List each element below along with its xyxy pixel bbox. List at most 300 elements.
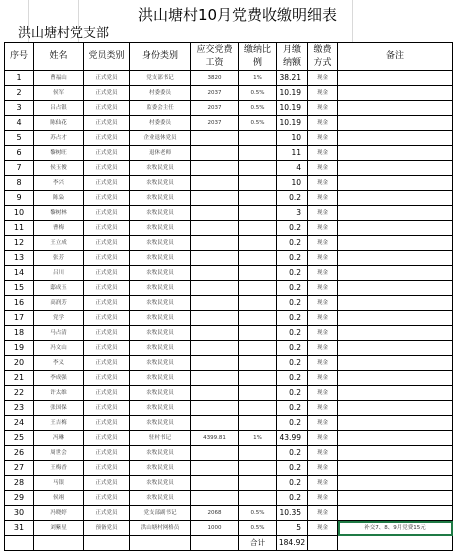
cell-salary[interactable] <box>191 356 239 371</box>
cell-note[interactable] <box>338 101 453 116</box>
sheet-title[interactable]: 洪山塘村10月党费收缴明细表 <box>137 6 338 24</box>
cell-name[interactable]: 黎树旺 <box>34 146 84 161</box>
cell-note[interactable]: 补交7、8、9月党费15元 <box>338 521 453 536</box>
table-row <box>5 101 453 116</box>
header-note[interactable]: 备注 <box>338 43 453 71</box>
cell-salary[interactable] <box>191 296 239 311</box>
cell-method[interactable]: 现金 <box>308 521 338 536</box>
cell-note[interactable] <box>338 71 453 86</box>
cell-no[interactable]: 25 <box>5 431 34 446</box>
table-row <box>5 71 453 86</box>
cell-note[interactable] <box>338 416 453 431</box>
cell-name[interactable]: 王立成 <box>34 236 84 251</box>
cell-salary[interactable] <box>191 401 239 416</box>
cell-salary[interactable]: 1000 <box>191 521 239 536</box>
cell-amount[interactable]: 0.2 <box>277 221 308 236</box>
cell-method[interactable]: 现金 <box>308 371 338 386</box>
cell-no[interactable]: 20 <box>5 356 34 371</box>
cell-member-type[interactable]: 正式党员 <box>84 176 130 191</box>
cell-salary[interactable] <box>191 251 239 266</box>
cell-no[interactable]: 11 <box>5 221 34 236</box>
cell-identity[interactable]: 监委会主任 <box>130 101 191 116</box>
cell-rate[interactable]: 1% <box>239 431 277 446</box>
cell-salary[interactable] <box>191 236 239 251</box>
cell-method[interactable]: 现金 <box>308 266 338 281</box>
cell-rate[interactable] <box>239 206 277 221</box>
cell-amount[interactable]: 0.2 <box>277 461 308 476</box>
cell-method[interactable]: 现金 <box>308 236 338 251</box>
cell-member-type[interactable]: 正式党员 <box>84 476 130 491</box>
cell-rate[interactable] <box>239 476 277 491</box>
cell-rate[interactable] <box>239 221 277 236</box>
cell-note[interactable] <box>338 206 453 221</box>
cell-rate[interactable]: 0.5% <box>239 101 277 116</box>
cell-rate[interactable] <box>239 446 277 461</box>
cell-no[interactable]: 28 <box>5 476 34 491</box>
cell-rate[interactable]: 0.5% <box>239 521 277 536</box>
cell-no[interactable]: 10 <box>5 206 34 221</box>
cell-amount[interactable]: 0.2 <box>277 326 308 341</box>
table-row <box>5 266 453 281</box>
cell-amount[interactable]: 0.2 <box>277 356 308 371</box>
cell-member-type[interactable]: 正式党员 <box>84 251 130 266</box>
cell-no[interactable]: 8 <box>5 176 34 191</box>
cell-member-type[interactable]: 正式党员 <box>84 311 130 326</box>
cell-note[interactable] <box>338 131 453 146</box>
cell-rate[interactable] <box>239 236 277 251</box>
cell-note[interactable] <box>338 356 453 371</box>
cell-amount[interactable]: 10 <box>277 131 308 146</box>
cell-identity[interactable]: 农牧民党员 <box>130 416 191 431</box>
cell-member-type[interactable]: 正式党员 <box>84 431 130 446</box>
cell-amount[interactable]: 0.2 <box>277 296 308 311</box>
cell-name[interactable]: 侯军 <box>34 86 84 101</box>
cell-salary[interactable] <box>191 446 239 461</box>
cell-member-type[interactable]: 正式党员 <box>84 356 130 371</box>
cell-amount[interactable]: 0.2 <box>277 266 308 281</box>
cell-amount[interactable]: 0.2 <box>277 401 308 416</box>
cell-member-type[interactable]: 正式党员 <box>84 161 130 176</box>
cell-identity[interactable]: 农牧民党员 <box>130 236 191 251</box>
cell-member-type[interactable]: 正式党员 <box>84 341 130 356</box>
cell-method[interactable]: 现金 <box>308 281 338 296</box>
cell-salary[interactable] <box>191 326 239 341</box>
cell-name[interactable]: 王梅香 <box>34 461 84 476</box>
header-amount[interactable]: 月缴 纳额 <box>277 43 308 71</box>
cell-salary[interactable]: 3820 <box>191 71 239 86</box>
cell-amount[interactable]: 0.2 <box>277 476 308 491</box>
cell-name[interactable]: 陈仙花 <box>34 116 84 131</box>
cell-rate[interactable] <box>239 251 277 266</box>
cell-amount[interactable]: 0.2 <box>277 416 308 431</box>
cell-rate[interactable]: 0.5% <box>239 506 277 521</box>
cell-name[interactable]: 李兴 <box>34 176 84 191</box>
cell-no[interactable]: 15 <box>5 281 34 296</box>
cell-identity[interactable]: 农牧民党员 <box>130 461 191 476</box>
total-label[interactable]: 合计 <box>239 536 277 551</box>
cell-note[interactable] <box>338 281 453 296</box>
header-member-type[interactable]: 党员类别 <box>84 43 130 71</box>
cell-no[interactable]: 5 <box>5 131 34 146</box>
cell-amount[interactable]: 0.2 <box>277 386 308 401</box>
cell-identity[interactable]: 农牧民党员 <box>130 446 191 461</box>
cell-rate[interactable] <box>239 161 277 176</box>
cell-identity[interactable]: 退休老师 <box>130 146 191 161</box>
cell-name[interactable]: 苏占才 <box>34 131 84 146</box>
cell-member-type[interactable]: 正式党员 <box>84 236 130 251</box>
cell-identity[interactable]: 农牧民党员 <box>130 401 191 416</box>
table-row <box>5 401 453 416</box>
cell-amount[interactable]: 10 <box>277 176 308 191</box>
header-identity[interactable]: 身份类别 <box>130 43 191 71</box>
cell-identity[interactable]: 农牧民党员 <box>130 311 191 326</box>
cell-member-type[interactable]: 正式党员 <box>84 446 130 461</box>
cell-identity[interactable]: 党支部副书记 <box>130 506 191 521</box>
cell-member-type[interactable]: 正式党员 <box>84 191 130 206</box>
cell-identity[interactable]: 农牧民党员 <box>130 281 191 296</box>
cell-salary[interactable] <box>191 266 239 281</box>
cell-salary[interactable] <box>191 221 239 236</box>
cell-no[interactable]: 31 <box>5 521 34 536</box>
cell-identity[interactable]: 农牧民党员 <box>130 266 191 281</box>
cell-identity[interactable]: 洪山塘村网格员 <box>130 521 191 536</box>
cell-salary[interactable]: 2037 <box>191 101 239 116</box>
cell-method[interactable]: 现金 <box>308 401 338 416</box>
cell-method[interactable]: 现金 <box>308 356 338 371</box>
cell-name[interactable]: 冯晓婷 <box>34 506 84 521</box>
cell-no[interactable]: 23 <box>5 401 34 416</box>
cell-no[interactable]: 2 <box>5 86 34 101</box>
cell-member-type[interactable]: 正式党员 <box>84 71 130 86</box>
cell-rate[interactable] <box>239 341 277 356</box>
cell-name[interactable]: 冯琳 <box>34 431 84 446</box>
cell-rate[interactable] <box>239 356 277 371</box>
cell-salary[interactable] <box>191 161 239 176</box>
cell-method[interactable]: 现金 <box>308 416 338 431</box>
cell-no[interactable]: 18 <box>5 326 34 341</box>
cell-amount[interactable]: 10.19 <box>277 116 308 131</box>
cell-amount[interactable]: 4 <box>277 161 308 176</box>
cell-identity[interactable]: 农牧民党员 <box>130 476 191 491</box>
cell-amount[interactable]: 11 <box>277 146 308 161</box>
cell-note[interactable] <box>338 296 453 311</box>
cell-name[interactable]: 马占清 <box>34 326 84 341</box>
header-salary[interactable]: 应交党费 工资 <box>191 43 239 71</box>
table-row <box>5 476 453 491</box>
cell-name[interactable]: 邸成玉 <box>34 281 84 296</box>
cell-identity[interactable]: 农牧民党员 <box>130 221 191 236</box>
cell-no[interactable]: 19 <box>5 341 34 356</box>
cell-no[interactable]: 14 <box>5 266 34 281</box>
cell-method[interactable]: 现金 <box>308 491 338 506</box>
cell-no[interactable]: 7 <box>5 161 34 176</box>
cell-no[interactable]: 6 <box>5 146 34 161</box>
cell-member-type[interactable]: 预备党员 <box>84 521 130 536</box>
cell-method[interactable]: 现金 <box>308 506 338 521</box>
cell-member-type[interactable]: 正式党员 <box>84 206 130 221</box>
cell-salary[interactable] <box>191 386 239 401</box>
cell-rate[interactable] <box>239 311 277 326</box>
cell-salary[interactable] <box>191 461 239 476</box>
cell-no[interactable]: 3 <box>5 101 34 116</box>
cell-no[interactable]: 4 <box>5 116 34 131</box>
cell-amount[interactable]: 0.2 <box>277 251 308 266</box>
cell-salary[interactable] <box>191 146 239 161</box>
cell-rate[interactable] <box>239 491 277 506</box>
cell-salary[interactable] <box>191 281 239 296</box>
cell-note[interactable] <box>338 146 453 161</box>
cell-amount[interactable]: 43.99 <box>277 431 308 446</box>
cell-name[interactable]: 黎树林 <box>34 206 84 221</box>
cell-note[interactable] <box>338 491 453 506</box>
cell-rate[interactable] <box>239 386 277 401</box>
cell-identity[interactable]: 党支部书记 <box>130 71 191 86</box>
cell-salary[interactable] <box>191 176 239 191</box>
cell-no[interactable]: 27 <box>5 461 34 476</box>
cell-name[interactable]: 张芳 <box>34 251 84 266</box>
cell-name[interactable]: 曹福山 <box>34 71 84 86</box>
cell-name[interactable]: 周世会 <box>34 446 84 461</box>
cell-identity[interactable]: 农牧民党员 <box>130 251 191 266</box>
branch-label[interactable]: 洪山塘村党支部 <box>18 26 110 41</box>
cell-rate[interactable] <box>239 266 277 281</box>
cell-method[interactable]: 现金 <box>308 311 338 326</box>
header-rate[interactable]: 缴纳比 例 <box>239 43 277 71</box>
cell-salary[interactable]: 2037 <box>191 86 239 101</box>
cell-note[interactable] <box>338 326 453 341</box>
cell-name[interactable]: 侯翊 <box>34 491 84 506</box>
cell-name[interactable]: 许太维 <box>34 386 84 401</box>
cell-amount[interactable]: 0.2 <box>277 491 308 506</box>
cell-note[interactable] <box>338 401 453 416</box>
cell-method[interactable]: 现金 <box>308 176 338 191</box>
cell-salary[interactable] <box>191 476 239 491</box>
cell-no[interactable]: 9 <box>5 191 34 206</box>
cell-method[interactable]: 现金 <box>308 461 338 476</box>
cell-member-type[interactable]: 正式党员 <box>84 296 130 311</box>
cell-rate[interactable] <box>239 296 277 311</box>
cell-name[interactable]: 冯文山 <box>34 341 84 356</box>
cell-amount[interactable]: 10.19 <box>277 101 308 116</box>
cell-identity[interactable]: 农牧民党员 <box>130 491 191 506</box>
cell-salary[interactable] <box>191 191 239 206</box>
cell-method[interactable]: 现金 <box>308 296 338 311</box>
cell-identity[interactable]: 农牧民党员 <box>130 371 191 386</box>
cell-member-type[interactable]: 正式党员 <box>84 86 130 101</box>
cell-salary[interactable] <box>191 491 239 506</box>
cell-no[interactable]: 30 <box>5 506 34 521</box>
cell-identity[interactable]: 农牧民党员 <box>130 386 191 401</box>
table-row <box>5 386 453 401</box>
cell-name[interactable]: 马银 <box>34 476 84 491</box>
cell-identity[interactable]: 农牧民党员 <box>130 341 191 356</box>
cell-name[interactable]: 曹梅 <box>34 221 84 236</box>
cell-identity[interactable]: 驻村书记 <box>130 431 191 446</box>
cell-no[interactable]: 24 <box>5 416 34 431</box>
cell-note[interactable] <box>338 221 453 236</box>
cell-member-type[interactable]: 正式党员 <box>84 281 130 296</box>
cell-method[interactable]: 现金 <box>308 476 338 491</box>
cell-amount[interactable]: 3 <box>277 206 308 221</box>
cell-method[interactable]: 现金 <box>308 146 338 161</box>
total-value[interactable]: 184.92 <box>277 536 308 551</box>
cell-member-type[interactable]: 正式党员 <box>84 506 130 521</box>
cell-amount[interactable]: 0.2 <box>277 236 308 251</box>
cell-amount[interactable]: 10.35 <box>277 506 308 521</box>
cell-method[interactable]: 现金 <box>308 326 338 341</box>
header-no[interactable]: 序号 <box>5 43 34 71</box>
cell-name[interactable]: 党学 <box>34 311 84 326</box>
cell-identity[interactable]: 村委委员 <box>130 86 191 101</box>
cell-no[interactable]: 1 <box>5 71 34 86</box>
cell-note[interactable] <box>338 86 453 101</box>
cell-member-type[interactable]: 正式党员 <box>84 266 130 281</box>
cell-member-type[interactable]: 正式党员 <box>84 221 130 236</box>
cell-member-type[interactable]: 正式党员 <box>84 371 130 386</box>
cell-rate[interactable] <box>239 146 277 161</box>
cell-no[interactable]: 17 <box>5 311 34 326</box>
cell-amount[interactable]: 0.2 <box>277 191 308 206</box>
cell-member-type[interactable]: 正式党员 <box>84 401 130 416</box>
cell-rate[interactable] <box>239 326 277 341</box>
cell-note[interactable] <box>338 191 453 206</box>
cell-note[interactable] <box>338 116 453 131</box>
cell-method[interactable]: 现金 <box>308 101 338 116</box>
cell-salary[interactable]: 4399.81 <box>191 431 239 446</box>
cell-rate[interactable] <box>239 191 277 206</box>
cell-amount[interactable]: 0.2 <box>277 311 308 326</box>
cell-salary[interactable] <box>191 131 239 146</box>
cell-no[interactable]: 13 <box>5 251 34 266</box>
cell-no[interactable]: 26 <box>5 446 34 461</box>
cell-member-type[interactable]: 正式党员 <box>84 131 130 146</box>
cell-amount[interactable]: 10.19 <box>277 86 308 101</box>
cell-rate[interactable] <box>239 281 277 296</box>
cell-no[interactable]: 29 <box>5 491 34 506</box>
cell-note[interactable] <box>338 506 453 521</box>
cell-salary[interactable] <box>191 206 239 221</box>
cell-amount[interactable]: 0.2 <box>277 281 308 296</box>
cell-method[interactable]: 现金 <box>308 86 338 101</box>
cell-note[interactable] <box>338 251 453 266</box>
cell-member-type[interactable]: 正式党员 <box>84 416 130 431</box>
cell-member-type[interactable]: 正式党员 <box>84 326 130 341</box>
cell-name[interactable]: 吕川 <box>34 266 84 281</box>
cell-no[interactable]: 16 <box>5 296 34 311</box>
cell-no[interactable]: 21 <box>5 371 34 386</box>
cell-note[interactable] <box>338 311 453 326</box>
cell-note[interactable] <box>338 431 453 446</box>
cell-salary[interactable] <box>191 416 239 431</box>
cell-method[interactable]: 现金 <box>308 131 338 146</box>
cell-name[interactable]: 陈枭 <box>34 191 84 206</box>
cell-amount[interactable]: 38.21 <box>277 71 308 86</box>
cell-method[interactable]: 现金 <box>308 446 338 461</box>
cell-method[interactable]: 现金 <box>308 251 338 266</box>
cell-note[interactable] <box>338 476 453 491</box>
cell-note[interactable] <box>338 386 453 401</box>
cell-method[interactable]: 现金 <box>308 206 338 221</box>
cell-note[interactable] <box>338 461 453 476</box>
cell-name[interactable]: 侯玉俊 <box>34 161 84 176</box>
cell-rate[interactable]: 0.5% <box>239 116 277 131</box>
cell-amount[interactable]: 5 <box>277 521 308 536</box>
cell-name[interactable]: 吕占银 <box>34 101 84 116</box>
cell-rate[interactable] <box>239 461 277 476</box>
cell-rate[interactable] <box>239 401 277 416</box>
cell-amount[interactable]: 0.2 <box>277 371 308 386</box>
cell-member-type[interactable]: 正式党员 <box>84 461 130 476</box>
cell-method[interactable]: 现金 <box>308 221 338 236</box>
cell-salary[interactable]: 2068 <box>191 506 239 521</box>
cell-amount[interactable]: 0.2 <box>277 446 308 461</box>
cell-member-type[interactable]: 正式党员 <box>84 146 130 161</box>
cell-method[interactable]: 现金 <box>308 71 338 86</box>
cell-method[interactable]: 现金 <box>308 431 338 446</box>
cell-note[interactable] <box>338 266 453 281</box>
cell-no[interactable]: 12 <box>5 236 34 251</box>
cell-note[interactable] <box>338 341 453 356</box>
cell-salary[interactable] <box>191 371 239 386</box>
cell-rate[interactable] <box>239 416 277 431</box>
cell-amount[interactable]: 0.2 <box>277 341 308 356</box>
cell-identity[interactable]: 农牧民党员 <box>130 356 191 371</box>
cell-identity[interactable]: 农牧民党员 <box>130 296 191 311</box>
cell-note[interactable] <box>338 446 453 461</box>
cell-member-type[interactable]: 正式党员 <box>84 491 130 506</box>
cell-name[interactable]: 刘紫星 <box>34 521 84 536</box>
header-method[interactable]: 缴费 方式 <box>308 43 338 71</box>
table-row <box>5 146 453 161</box>
cell-name[interactable]: 李成强 <box>34 371 84 386</box>
cell-name[interactable]: 高润芳 <box>34 296 84 311</box>
cell-identity[interactable]: 村委委员 <box>130 116 191 131</box>
cell-method[interactable]: 现金 <box>308 386 338 401</box>
cell-note[interactable] <box>338 236 453 251</box>
cell-member-type[interactable]: 正式党员 <box>84 116 130 131</box>
cell-name[interactable]: 王吉梅 <box>34 416 84 431</box>
header-name[interactable]: 姓名 <box>34 43 84 71</box>
cell-member-type[interactable]: 正式党员 <box>84 386 130 401</box>
cell-rate[interactable] <box>239 371 277 386</box>
cell-rate[interactable]: 1% <box>239 71 277 86</box>
cell-method[interactable]: 现金 <box>308 341 338 356</box>
cell-note[interactable] <box>338 161 453 176</box>
cell-note[interactable] <box>338 371 453 386</box>
table-row <box>5 416 453 431</box>
cell-identity[interactable]: 农牧民党员 <box>130 176 191 191</box>
cell-method[interactable]: 现金 <box>308 161 338 176</box>
cell-identity[interactable]: 农牧民党员 <box>130 191 191 206</box>
cell-method[interactable]: 现金 <box>308 116 338 131</box>
cell-rate[interactable] <box>239 131 277 146</box>
cell-identity[interactable]: 农牧民党员 <box>130 161 191 176</box>
cell-method[interactable]: 现金 <box>308 191 338 206</box>
cell-member-type[interactable]: 正式党员 <box>84 101 130 116</box>
cell-salary[interactable]: 2037 <box>191 116 239 131</box>
cell-identity[interactable]: 农牧民党员 <box>130 206 191 221</box>
cell-rate[interactable]: 0.5% <box>239 86 277 101</box>
cell-name[interactable]: 张国保 <box>34 401 84 416</box>
cell-no[interactable]: 22 <box>5 386 34 401</box>
cell-salary[interactable] <box>191 341 239 356</box>
cell-rate[interactable] <box>239 176 277 191</box>
cell-identity[interactable]: 农牧民党员 <box>130 326 191 341</box>
cell-identity[interactable]: 企业退休党员 <box>130 131 191 146</box>
cell-note[interactable] <box>338 176 453 191</box>
cell-name[interactable]: 李义 <box>34 356 84 371</box>
cell-salary[interactable] <box>191 311 239 326</box>
